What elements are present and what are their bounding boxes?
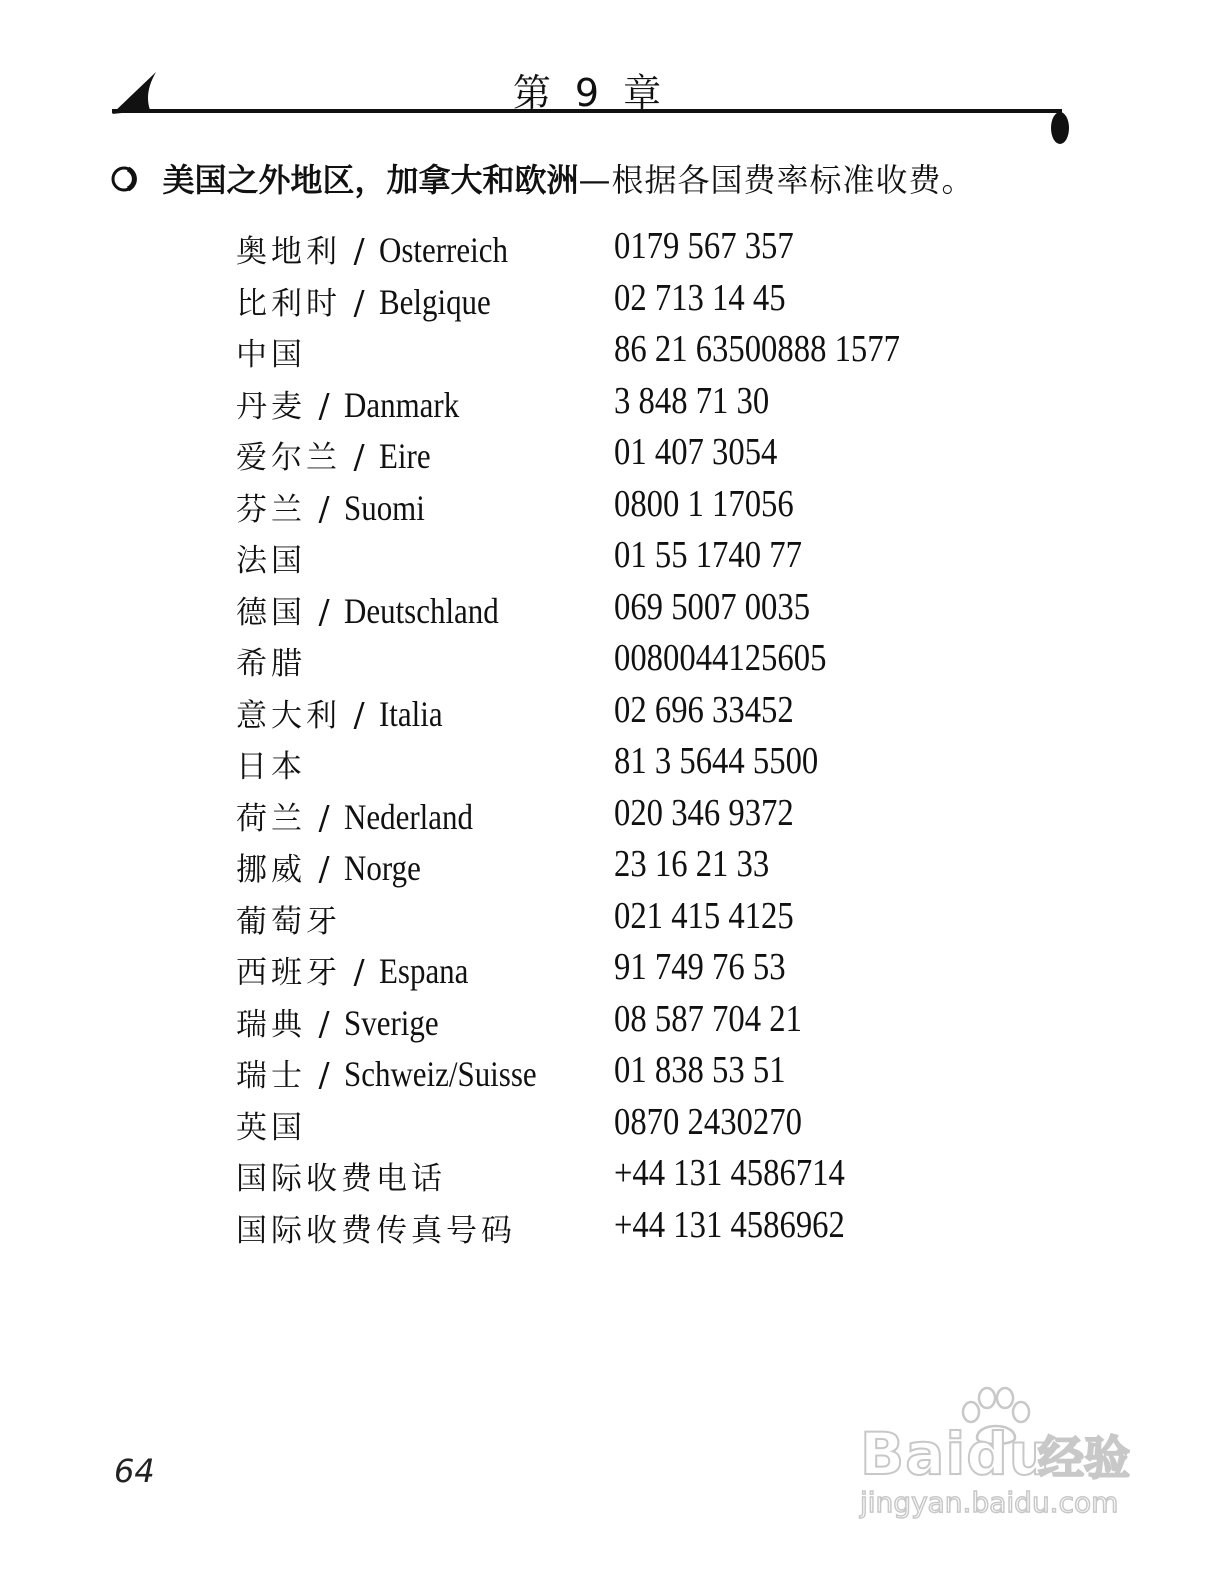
country-name bbox=[236, 535, 306, 580]
phone-number: 0870 2430270 bbox=[614, 1100, 802, 1143]
country-name-local: Belgique bbox=[379, 281, 491, 322]
country-name bbox=[236, 1205, 516, 1250]
country-name bbox=[236, 1050, 568, 1095]
phone-number: 01 838 53 51 bbox=[614, 1049, 786, 1091]
phone-number: 0179 567 357 bbox=[614, 225, 794, 267]
country-name bbox=[236, 793, 494, 838]
country-name-cn: 西班牙 bbox=[236, 955, 341, 991]
phone-number: 02 713 14 45 bbox=[614, 276, 786, 319]
country-name bbox=[236, 1102, 306, 1147]
table-row bbox=[236, 945, 996, 997]
table-row bbox=[236, 1100, 996, 1152]
country-name-separator: / bbox=[306, 385, 345, 425]
country-name-cn: 奥地利 bbox=[236, 234, 341, 270]
country-name-cn: 葡萄牙 bbox=[236, 903, 341, 940]
table-row bbox=[236, 636, 996, 688]
intro-description: —根据各国费率标准收费。 bbox=[578, 161, 975, 199]
country-name-cn: 意大利 bbox=[236, 697, 341, 734]
table-row bbox=[236, 276, 996, 328]
phone-number: 81 3 5644 5500 bbox=[614, 740, 819, 782]
table-row bbox=[236, 1151, 996, 1203]
table-row bbox=[236, 791, 996, 843]
country-name bbox=[236, 690, 453, 735]
country-name-cn: 国际收费电话 bbox=[236, 1161, 446, 1197]
country-name-local: Eire bbox=[379, 436, 431, 476]
country-name bbox=[236, 329, 306, 374]
phone-number: 02 696 33452 bbox=[614, 688, 794, 731]
table-row bbox=[236, 894, 996, 946]
country-name bbox=[236, 587, 524, 632]
phone-number: 3 848 71 30 bbox=[614, 379, 770, 422]
country-name bbox=[236, 484, 438, 529]
chapter-title: 第 9 章 bbox=[512, 71, 668, 115]
page-number: 64 bbox=[114, 1452, 155, 1490]
phone-number: +44 131 4586962 bbox=[614, 1203, 845, 1246]
country-name-local: Norge bbox=[344, 848, 421, 888]
country-name bbox=[236, 226, 529, 271]
intro-region-label: 美国之外地区，加拿大和欧洲 bbox=[162, 161, 579, 199]
country-name-separator: / bbox=[306, 1055, 345, 1094]
phone-number: 0080044125605 bbox=[614, 637, 827, 679]
circle-bullet-icon bbox=[110, 165, 138, 193]
country-name-cn: 法国 bbox=[236, 543, 306, 579]
country-name bbox=[236, 278, 509, 323]
country-name-separator: / bbox=[306, 488, 345, 528]
country-name bbox=[236, 638, 306, 683]
country-name-separator: / bbox=[306, 1003, 345, 1043]
country-name-local: Espana bbox=[379, 951, 469, 991]
country-name-cn: 英国 bbox=[236, 1109, 306, 1146]
country-name-cn: 荷兰 bbox=[236, 800, 306, 837]
phone-number: 069 5007 0035 bbox=[614, 585, 811, 628]
country-name-cn: 爱尔兰 bbox=[236, 440, 341, 476]
watermark-url: jingyan.baidu.com bbox=[860, 1486, 1119, 1519]
country-name bbox=[236, 999, 454, 1044]
watermark bbox=[860, 1390, 1150, 1530]
table-row bbox=[236, 1048, 996, 1100]
country-name-local: Italia bbox=[379, 693, 443, 734]
phone-number: 08 587 704 21 bbox=[614, 997, 802, 1040]
country-name-cn: 中国 bbox=[236, 337, 306, 373]
country-name-cn: 瑞典 bbox=[236, 1006, 306, 1043]
country-name bbox=[236, 381, 478, 426]
country-name-separator: / bbox=[341, 231, 380, 270]
phone-number: 91 749 76 53 bbox=[614, 946, 786, 988]
phone-number: 01 407 3054 bbox=[614, 431, 778, 473]
country-name bbox=[236, 741, 306, 786]
country-name-local: Osterreich bbox=[379, 230, 509, 270]
watermark-brand-cn: 经验 bbox=[1038, 1431, 1130, 1485]
phone-number: +44 131 4586714 bbox=[614, 1152, 845, 1194]
table-row bbox=[236, 1203, 996, 1255]
country-name-cn: 希腊 bbox=[236, 646, 306, 682]
table-row bbox=[236, 379, 996, 431]
country-name-cn: 德国 bbox=[236, 594, 306, 631]
country-name-separator: / bbox=[341, 437, 380, 476]
country-name-separator: / bbox=[306, 849, 345, 888]
country-name-local: Danmark bbox=[344, 384, 460, 425]
phone-number: 01 55 1740 77 bbox=[614, 534, 802, 576]
country-name-cn: 比利时 bbox=[236, 285, 341, 322]
table-row bbox=[236, 224, 996, 276]
intro-line bbox=[110, 158, 975, 202]
table-row bbox=[236, 688, 996, 740]
phone-number: 021 415 4125 bbox=[614, 894, 794, 937]
country-name-separator: / bbox=[341, 282, 380, 322]
table-row bbox=[236, 533, 996, 585]
country-name-local: Sverige bbox=[344, 1002, 439, 1043]
country-name bbox=[236, 896, 341, 941]
country-name bbox=[236, 947, 483, 992]
phone-number: 86 21 63500888 1577 bbox=[614, 328, 900, 370]
country-name bbox=[236, 432, 439, 477]
country-name-cn: 芬兰 bbox=[236, 491, 306, 528]
country-name-local: Schweiz/Suisse bbox=[344, 1054, 537, 1094]
country-name-cn: 日本 bbox=[236, 749, 306, 785]
phone-table bbox=[236, 224, 996, 1254]
country-name bbox=[236, 1153, 446, 1198]
country-name-cn: 瑞士 bbox=[236, 1058, 306, 1094]
country-name bbox=[236, 844, 433, 889]
country-name-cn: 国际收费传真号码 bbox=[236, 1212, 516, 1249]
country-name-separator: / bbox=[306, 797, 345, 837]
phone-number: 23 16 21 33 bbox=[614, 843, 770, 885]
country-name-local: Deutschland bbox=[344, 590, 499, 631]
table-row bbox=[236, 327, 996, 379]
watermark-brand: Baidu bbox=[860, 1420, 1052, 1488]
table-row bbox=[236, 430, 996, 482]
table-row bbox=[236, 997, 996, 1049]
country-name-cn: 挪威 bbox=[236, 852, 306, 888]
country-name-cn: 丹麦 bbox=[236, 388, 306, 425]
country-name-separator: / bbox=[341, 694, 380, 734]
table-row bbox=[236, 482, 996, 534]
country-name-separator: / bbox=[341, 952, 380, 991]
country-name-local: Nederland bbox=[344, 796, 474, 837]
country-name-separator: / bbox=[306, 591, 345, 631]
phone-number: 0800 1 17056 bbox=[614, 482, 794, 525]
phone-number: 020 346 9372 bbox=[614, 791, 794, 834]
table-row bbox=[236, 585, 996, 637]
country-name-local: Suomi bbox=[344, 487, 425, 528]
table-row bbox=[236, 842, 996, 894]
table-row bbox=[236, 739, 996, 791]
